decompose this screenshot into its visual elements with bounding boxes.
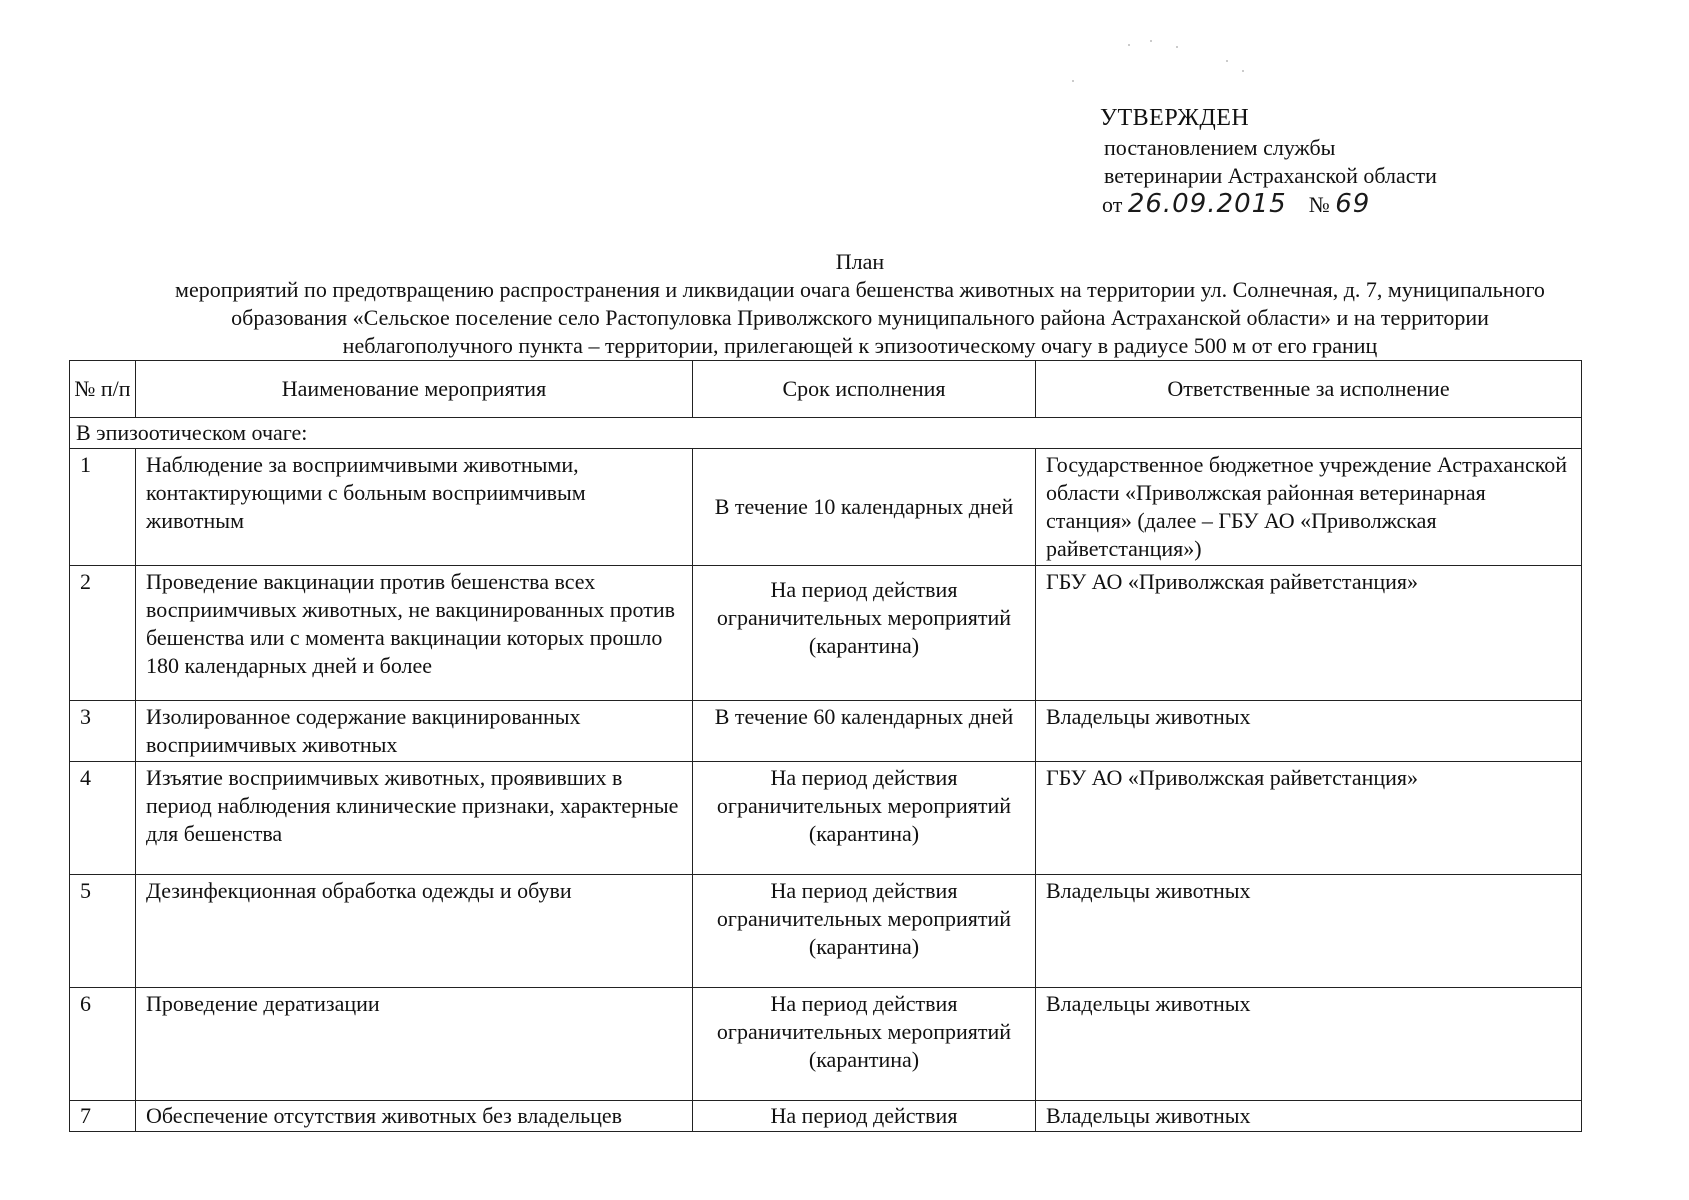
row-resp: Государственное бюджетное учреждение Астраханской области «Приволжская районная ветеринарная станция» (далее – ГБУ АО «Приволжская райветстанция») xyxy=(1036,449,1582,566)
header-name: Наименование мероприятия xyxy=(136,361,693,418)
header-resp: Ответственные за исполнение xyxy=(1036,361,1582,418)
row-num: 7 xyxy=(70,1101,136,1132)
table-row xyxy=(70,875,1582,988)
approval-date-row xyxy=(1102,190,1437,219)
table-row xyxy=(70,449,1582,566)
row-resp: Владельцы животных xyxy=(1036,875,1582,988)
scan-speck xyxy=(1150,40,1152,42)
header-num: № п/п xyxy=(70,361,136,418)
table-row xyxy=(70,701,1582,762)
approval-block xyxy=(1100,104,1437,219)
table-row xyxy=(70,566,1582,701)
table-row xyxy=(70,988,1582,1101)
row-num: 1 xyxy=(70,449,136,566)
row-resp: ГБУ АО «Приволжская райветстанция» xyxy=(1036,762,1582,875)
approval-line-2: ветеринарии Астраханской области xyxy=(1104,163,1437,188)
row-num: 6 xyxy=(70,988,136,1101)
measures-table xyxy=(69,360,1582,1132)
table-row xyxy=(70,1101,1582,1132)
date-prefix: от xyxy=(1102,192,1123,217)
row-resp: Владельцы животных xyxy=(1036,1101,1582,1132)
row-name: Проведение дератизации xyxy=(136,988,693,1101)
section-label: В эпизоотическом очаге: xyxy=(70,418,1582,449)
handwritten-number: 69 xyxy=(1335,189,1371,219)
header-term: Срок исполнения xyxy=(693,361,1036,418)
row-num: 3 xyxy=(70,701,136,762)
row-num: 4 xyxy=(70,762,136,875)
row-term: На период действия ограничительных мероприятий (карантина) xyxy=(693,566,1036,701)
row-term: В течение 10 календарных дней xyxy=(693,449,1036,566)
scan-speck xyxy=(1072,80,1074,82)
title-line-1: мероприятий по предотвращению распространения и ликвидации очага бешенства животных на территории ул. Солнечная, д. 7, муниципального xyxy=(175,277,1545,302)
row-num: 2 xyxy=(70,566,136,701)
measures-table-wrap xyxy=(69,360,1581,1132)
table-header-row xyxy=(70,361,1582,418)
title-line-3: неблагополучного пункта – территории, прилегающей к эпизоотическому очагу в радиусе 500 м от его границ xyxy=(342,333,1378,358)
section-row xyxy=(70,418,1582,449)
document-title xyxy=(60,248,1660,360)
row-name: Изолированное содержание вакцинированных восприимчивых животных xyxy=(136,701,693,762)
number-prefix: № xyxy=(1308,192,1330,217)
row-name: Наблюдение за восприимчивыми животными, контактирующими с больным восприимчивым животным xyxy=(136,449,693,566)
row-num: 5 xyxy=(70,875,136,988)
scan-speck xyxy=(1242,70,1244,72)
row-name: Обеспечение отсутствия животных без владельцев xyxy=(136,1101,693,1132)
row-term: На период действия ограничительных мероприятий (карантина) xyxy=(693,988,1036,1101)
approval-heading: УТВЕРЖДЕН xyxy=(1100,105,1250,131)
row-term: В течение 60 календарных дней xyxy=(693,701,1036,762)
row-term: На период действия xyxy=(693,1101,1036,1132)
title-plan: План xyxy=(835,249,885,274)
scan-speck xyxy=(1176,46,1178,48)
row-name: Дезинфекционная обработка одежды и обуви xyxy=(136,875,693,988)
title-line-2: образования «Сельское поселение село Растопуловка Приволжского муниципального района Астраханской области» и на территории xyxy=(231,305,1489,330)
row-term: На период действия ограничительных мероприятий (карантина) xyxy=(693,875,1036,988)
scan-speck xyxy=(1128,44,1130,46)
approval-line-1: постановлением службы xyxy=(1104,135,1336,160)
row-name: Проведение вакцинации против бешенства всех восприимчивых животных, не вакцинированных против бешенства или с момента вакцинации которых прошло 180 календарных дней и более xyxy=(136,566,693,701)
row-name: Изъятие восприимчивых животных, проявивших в период наблюдения клинические признаки, характерные для бешенства xyxy=(136,762,693,875)
row-resp: Владельцы животных xyxy=(1036,701,1582,762)
row-term: На период действия ограничительных мероприятий (карантина) xyxy=(693,762,1036,875)
scan-speck xyxy=(1226,60,1228,62)
handwritten-date: 26.09.2015 xyxy=(1127,189,1287,219)
row-resp: Владельцы животных xyxy=(1036,988,1582,1101)
row-resp: ГБУ АО «Приволжская райветстанция» xyxy=(1036,566,1582,701)
table-row xyxy=(70,762,1582,875)
